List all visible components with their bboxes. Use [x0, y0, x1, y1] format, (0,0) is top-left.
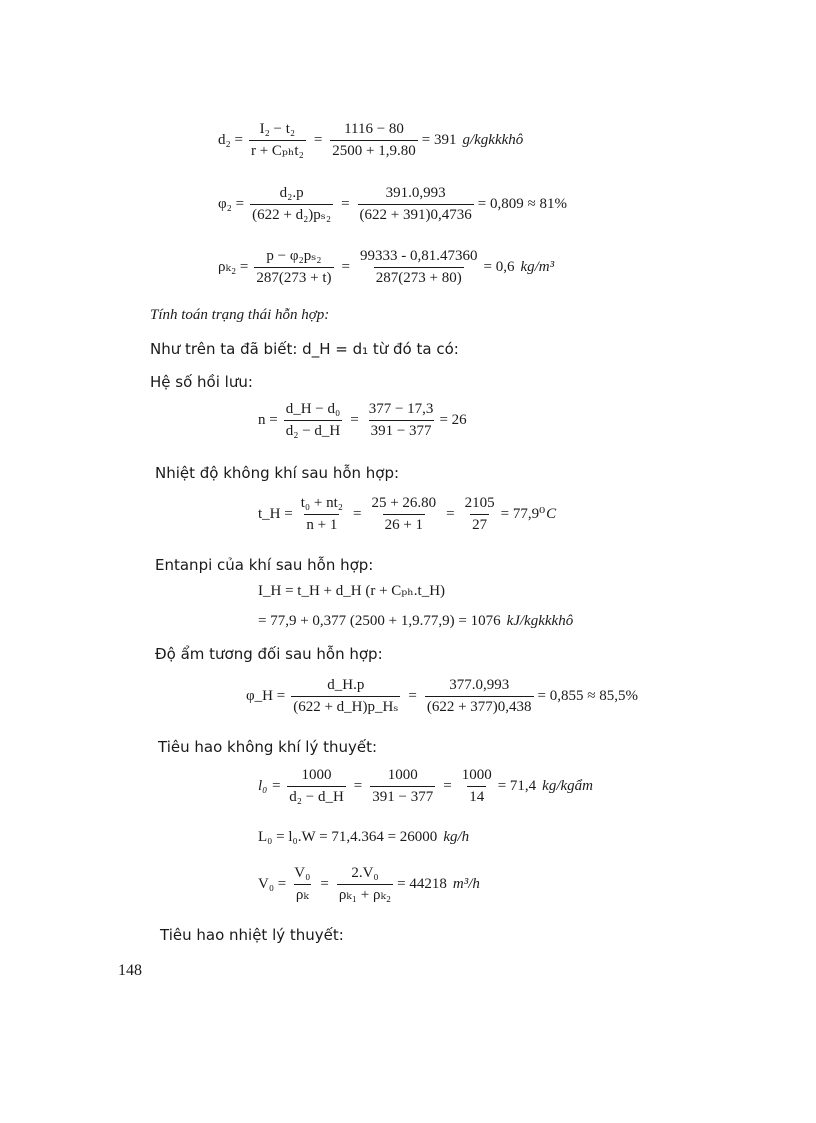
denominator: n + 1: [304, 514, 339, 533]
fraction: [367, 402, 436, 439]
eq-unit: kg/kgẩm: [542, 778, 593, 794]
denominator: 391 − 377: [369, 420, 434, 439]
eq-lhs: d₂ =: [218, 132, 243, 148]
eq-result: = 44218: [397, 876, 447, 892]
numerator: 1000: [387, 767, 418, 783]
fraction: [358, 249, 480, 286]
eq-lhs: t_H =: [258, 506, 293, 522]
temp-heading: Nhiệt độ không khí sau hỗn hợp:: [155, 464, 400, 482]
equals-sign: =: [341, 196, 350, 212]
equation-rhok2: [218, 249, 554, 286]
denominator: r + Cₚₕt₂: [249, 140, 306, 159]
eq-result: = 0,809 ≈ 81%: [477, 196, 567, 212]
eq-lhs: ρₖ₂ =: [218, 259, 249, 275]
denominator: ρₖ: [294, 884, 311, 903]
denominator: (622 + 377)0,438: [425, 696, 534, 715]
eq-unit: kg/m³: [520, 259, 555, 275]
equation-L0: [258, 830, 469, 845]
reflux-heading: Hệ số hồi lưu:: [150, 373, 253, 391]
numerator: d₂.p: [279, 185, 304, 201]
equation-phi2: [218, 186, 567, 223]
eq-lhs: V₀ =: [258, 876, 287, 892]
fraction: [337, 866, 393, 903]
fraction: [358, 186, 474, 223]
eq-unit: kJ/kgkkkhô: [506, 613, 574, 629]
eq-result: = 26: [439, 412, 467, 428]
fraction: [369, 496, 438, 533]
eq-result: = 71,4: [497, 778, 537, 794]
equation-phiH: [246, 678, 638, 715]
equals-sign: =: [408, 688, 417, 704]
eq-lhs: φ_H =: [246, 688, 286, 704]
denominator: (622 + 391)0,4736: [358, 204, 474, 223]
eq-lhs: l₀ =: [258, 778, 282, 794]
equals-sign: =: [320, 876, 329, 892]
eq-unit: kg/h: [443, 829, 470, 845]
denominator: 2500 + 1,9.80: [330, 140, 417, 159]
numerator: V₀: [294, 865, 311, 881]
fraction: [292, 866, 312, 903]
numerator: p − φ₂pₛ₂: [266, 248, 322, 264]
numerator: 2105: [464, 495, 495, 511]
eq-result: = 391: [421, 132, 457, 148]
equals-sign: =: [352, 506, 362, 522]
numerator: d_H.p: [327, 677, 365, 693]
known-line: Như trên ta đã biết: d_H = d₁ từ đó ta có:: [150, 340, 459, 358]
equals-sign: =: [313, 132, 323, 148]
eq-unit: g/kgkkkhô: [462, 132, 524, 148]
section-heading: Tính toán trạng thái hỗn hợp:: [150, 307, 330, 323]
equals-sign: =: [350, 412, 359, 428]
fraction: [250, 186, 333, 223]
eq-lhs: n =: [258, 412, 278, 428]
equation-l0: [258, 768, 593, 805]
numerator: 99333 - 0,81.47360: [360, 248, 478, 264]
denominator: (622 + d₂)pₛ₂: [250, 204, 333, 223]
equation-IH-line1: [258, 584, 445, 599]
numerator: 25 + 26.80: [371, 495, 437, 511]
eq-text: = 77,9 + 0,377 (2500 + 1,9.77,9) = 1076: [258, 613, 501, 629]
numerator: 1000: [301, 767, 332, 783]
eq-result: = 77,9⁰: [500, 506, 546, 522]
numerator: d_H − d₀: [285, 401, 341, 417]
equals-sign: =: [341, 259, 350, 275]
denominator: 391 − 377: [370, 786, 435, 805]
fraction: [287, 768, 346, 805]
eq-result: = 0,6: [483, 259, 515, 275]
numerator: t₀ + nt₂: [300, 495, 343, 511]
numerator: I₂ − t₂: [259, 121, 296, 137]
denominator: 14: [467, 786, 486, 805]
fraction: [284, 402, 343, 439]
fraction: [291, 678, 400, 715]
eq-text: L₀ = l₀.W = 71,4.364 = 26000: [258, 829, 438, 845]
denominator: d₂ − d_H: [287, 786, 346, 805]
fraction: [254, 249, 333, 286]
numerator: 1000: [461, 767, 492, 783]
fraction: [330, 122, 417, 159]
equation-d2: [218, 122, 523, 159]
denominator: 287(273 + 80): [374, 267, 464, 286]
numerator: 2.V₀: [351, 865, 379, 881]
eq-lhs: φ₂ =: [218, 196, 245, 212]
page-number: 148: [118, 962, 142, 979]
fraction: [299, 496, 345, 533]
equation-tH: [258, 496, 556, 533]
fraction: [463, 496, 497, 533]
equals-sign: =: [446, 506, 455, 522]
equals-sign: =: [443, 778, 452, 794]
eq-unit: C: [546, 506, 557, 522]
air-heading: Tiêu hao không khí lý thuyết:: [158, 738, 378, 756]
denominator: ρₖ₁ + ρₖ₂: [337, 884, 393, 903]
denominator: 26 + 1: [383, 514, 425, 533]
fraction: [249, 122, 306, 159]
heat-heading: Tiêu hao nhiệt lý thuyết:: [160, 926, 344, 944]
denominator: 27: [470, 514, 489, 533]
numerator: 391.0,993: [385, 185, 446, 201]
denominator: (622 + d_H)p_Hₛ: [291, 696, 400, 715]
fraction: [460, 768, 494, 805]
eq-text: I_H = t_H + d_H (r + Cₚₕ.t_H): [258, 583, 446, 599]
numerator: 377.0,993: [449, 677, 510, 693]
denominator: 287(273 + t): [254, 267, 333, 286]
equation-IH-line2: [258, 614, 573, 629]
equals-sign: =: [353, 778, 363, 794]
equation-V0: [258, 866, 480, 903]
enthalpy-heading: Entanpi của khí sau hỗn hợp:: [155, 556, 374, 574]
equation-n: [258, 402, 467, 439]
eq-unit: m³/h: [452, 876, 480, 892]
fraction: [370, 768, 435, 805]
eq-result: = 0,855 ≈ 85,5%: [537, 688, 638, 704]
humidity-heading: Độ ẩm tương đối sau hỗn hợp:: [155, 645, 383, 663]
numerator: 377 − 17,3: [368, 401, 434, 417]
numerator: 1116 − 80: [344, 121, 404, 137]
fraction: [425, 678, 534, 715]
denominator: d₂ − d_H: [284, 420, 343, 439]
